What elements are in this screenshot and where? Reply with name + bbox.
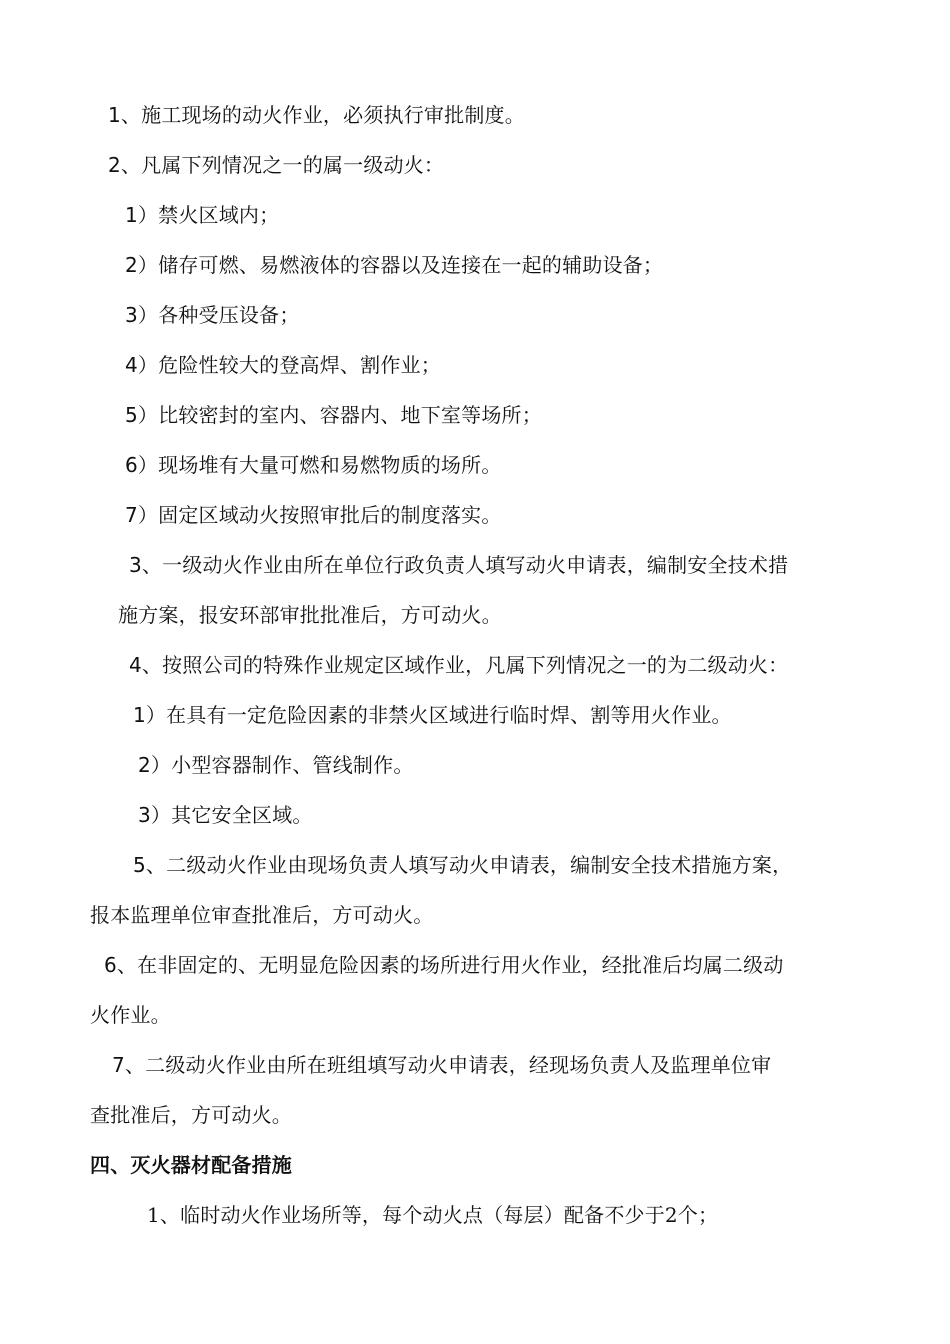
section-heading: 四、灭火器材配备措施 <box>90 1153 292 1177</box>
paragraph-line: 1、临时动火作业场所等，每个动火点（每层）配备不少于2个； <box>147 1203 719 1227</box>
list-item: 2）储存可燃、易燃液体的容器以及连接在一起的辅助设备； <box>125 253 664 277</box>
list-item: 7）固定区域动火按照审批后的制度落实。 <box>125 503 502 527</box>
list-item: 3）其它安全区域。 <box>138 803 313 827</box>
paragraph-line: 2、凡属下列情况之一的属一级动火： <box>108 153 445 177</box>
paragraph-line: 查批准后，方可动火。 <box>90 1103 292 1127</box>
paragraph-line: 施方案，报安环部审批批准后，方可动火。 <box>118 603 502 627</box>
paragraph-line: 4、按照公司的特殊作业规定区域作业，凡属下列情况之一的为二级动火： <box>129 653 789 677</box>
list-item: 4）危险性较大的登高焊、割作业； <box>125 353 441 377</box>
paragraph-line: 6、在非固定的、无明显危险因素的场所进行用火作业，经批准后均属二级动 <box>104 953 784 977</box>
list-item: 3）各种受压设备； <box>125 303 300 327</box>
list-item: 2）小型容器制作、管线制作。 <box>138 753 414 777</box>
paragraph-line: 3、一级动火作业由所在单位行政负责人填写动火申请表，编制安全技术措 <box>129 553 789 577</box>
paragraph-line: 1、施工现场的动火作业，必须执行审批制度。 <box>108 103 525 127</box>
list-item: 1）在具有一定危险因素的非禁火区域进行临时焊、割等用火作业。 <box>133 703 732 727</box>
list-item: 6）现场堆有大量可燃和易燃物质的场所。 <box>125 453 502 477</box>
paragraph-line: 报本监理单位审查批准后，方可动火。 <box>90 903 434 927</box>
paragraph-line: 5、二级动火作业由现场负责人填写动火申请表，编制安全技术措施方案， <box>133 853 793 877</box>
list-item: 1）禁火区域内； <box>125 203 280 227</box>
list-item: 5）比较密封的室内、容器内、地下室等场所； <box>125 403 542 427</box>
paragraph-line: 7、二级动火作业由所在班组填写动火申请表，经现场负责人及监理单位审 <box>112 1053 772 1077</box>
paragraph-line: 火作业。 <box>90 1003 171 1027</box>
